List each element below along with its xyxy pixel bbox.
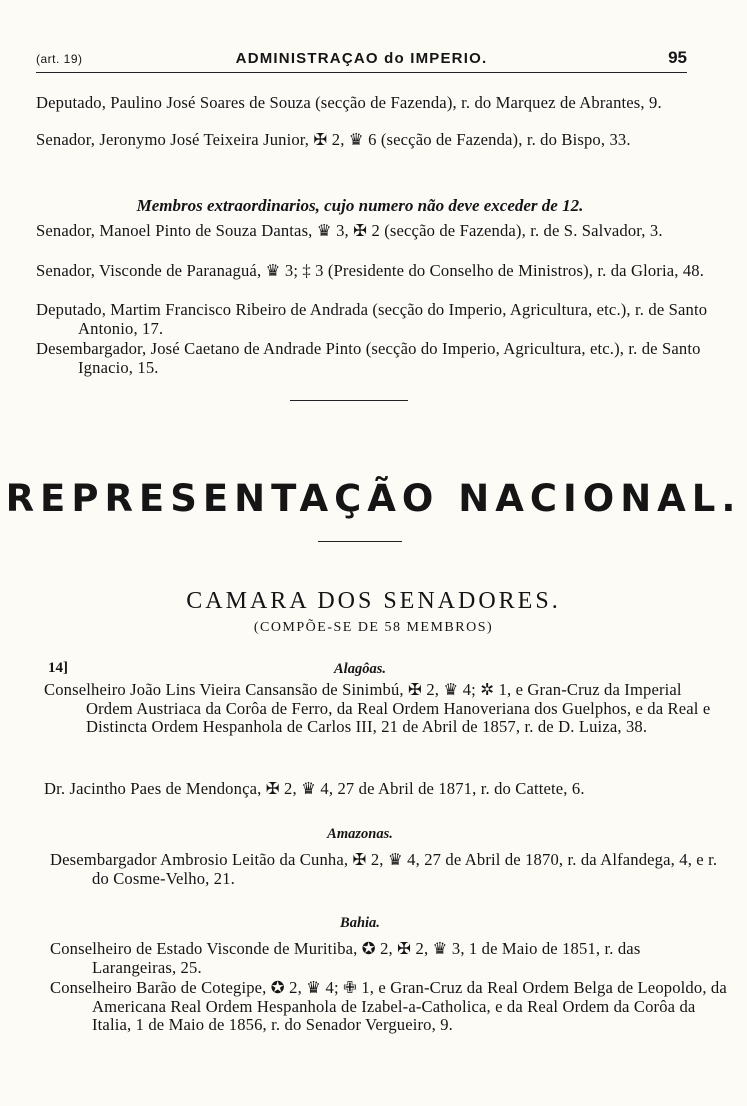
extraordinary-entry: Deputado, Martim Francisco Ribeiro de Andrada (secção do Imperio, Agricultura, etc.), r. de Santo Antonio, 17. <box>36 300 708 338</box>
extraordinary-entry: Senador, Manoel Pinto de Souza Dantas, ♛ 3, ✠ 2 (secção de Fazenda), r. de S. Salvador, 3. <box>36 221 663 240</box>
province-heading-alagoas: Alagôas. <box>334 661 386 677</box>
council-entry: Deputado, Paulino José Soares de Souza (secção de Fazenda), r. do Marquez de Abrantes, 9. <box>36 93 662 112</box>
chamber-composition: (COMPÕE-SE DE 58 MEMBROS) <box>253 620 494 635</box>
senator-entry: Dr. Jacintho Paes de Mendonça, ✠ 2, ♛ 4, 27 de Abril de 1871, r. do Cattete, 6. <box>44 779 585 798</box>
senator-entry: Conselheiro Barão de Cotegipe, ✪ 2, ♛ 4; ✙ 1, e Gran-Cruz da Real Ordem Belga de Leopoldo, da Americana Real Ordem Hespanhola de Izabel-a-Catholica, e da Real Ordem da Corôa da Italia, 1 de Maio de 1856, r. do Senador Vergueiro, 9. <box>50 978 727 1034</box>
council-entry: Senador, Jeronymo José Teixeira Junior, ✠ 2, ♛ 6 (secção de Fazenda), r. do Bispo, 33. <box>36 130 631 149</box>
senator-entry: Desembargador Ambrosio Leitão da Cunha, ✠ 2, ♛ 4, 27 de Abril de 1870, r. da Alfandega, 4, e r. do Cosme-Velho, 21. <box>50 850 718 888</box>
chamber-title: CAMARA DOS SENADORES. <box>186 588 561 614</box>
header-title: ADMINISTRAÇAO do IMPERIO. <box>235 50 488 67</box>
province-heading-bahia: Bahia. <box>340 915 380 931</box>
page-number: 95 <box>668 48 687 67</box>
extraordinary-heading: Membros extraordinarios, cujo numero não deve exceder de 12. <box>136 196 584 215</box>
main-title: REPRESENTAÇÃO NACIONAL. <box>5 477 742 520</box>
running-header <box>36 50 687 72</box>
extraordinary-entry: Desembargador, José Caetano de Andrade Pinto (secção do Imperio, Agricultura, etc.), r. de Santo Ignacio, 15. <box>36 339 701 377</box>
extraordinary-entry: Senador, Visconde de Paranaguá, ♛ 3; ‡ 3 (Presidente do Conselho de Ministros), r. da Gloria, 48. <box>36 261 705 280</box>
section-divider <box>290 400 408 401</box>
senator-entry: Conselheiro de Estado Visconde de Muritiba, ✪ 2, ✠ 2, ♛ 3, 1 de Maio de 1851, r. das Larangeiras, 25. <box>50 939 641 977</box>
title-divider <box>318 541 402 542</box>
province-heading-amazonas: Amazonas. <box>327 826 393 842</box>
seat-count: 14] <box>48 660 68 676</box>
header-article-ref: (art. 19) <box>36 52 83 66</box>
senator-entry: Conselheiro João Lins Vieira Cansansão de Sinimbú, ✠ 2, ♛ 4; ✲ 1, e Gran-Cruz da Imperial Ordem Austriaca da Corôa de Ferro, da Real Ordem Hanoveriana dos Guelphos, e da Real e Distincta Ordem Hespanhola de Carlos III, 21 de Abril de 1857, r. de D. Luiza, 38. <box>44 680 711 736</box>
header-rule <box>36 72 687 73</box>
